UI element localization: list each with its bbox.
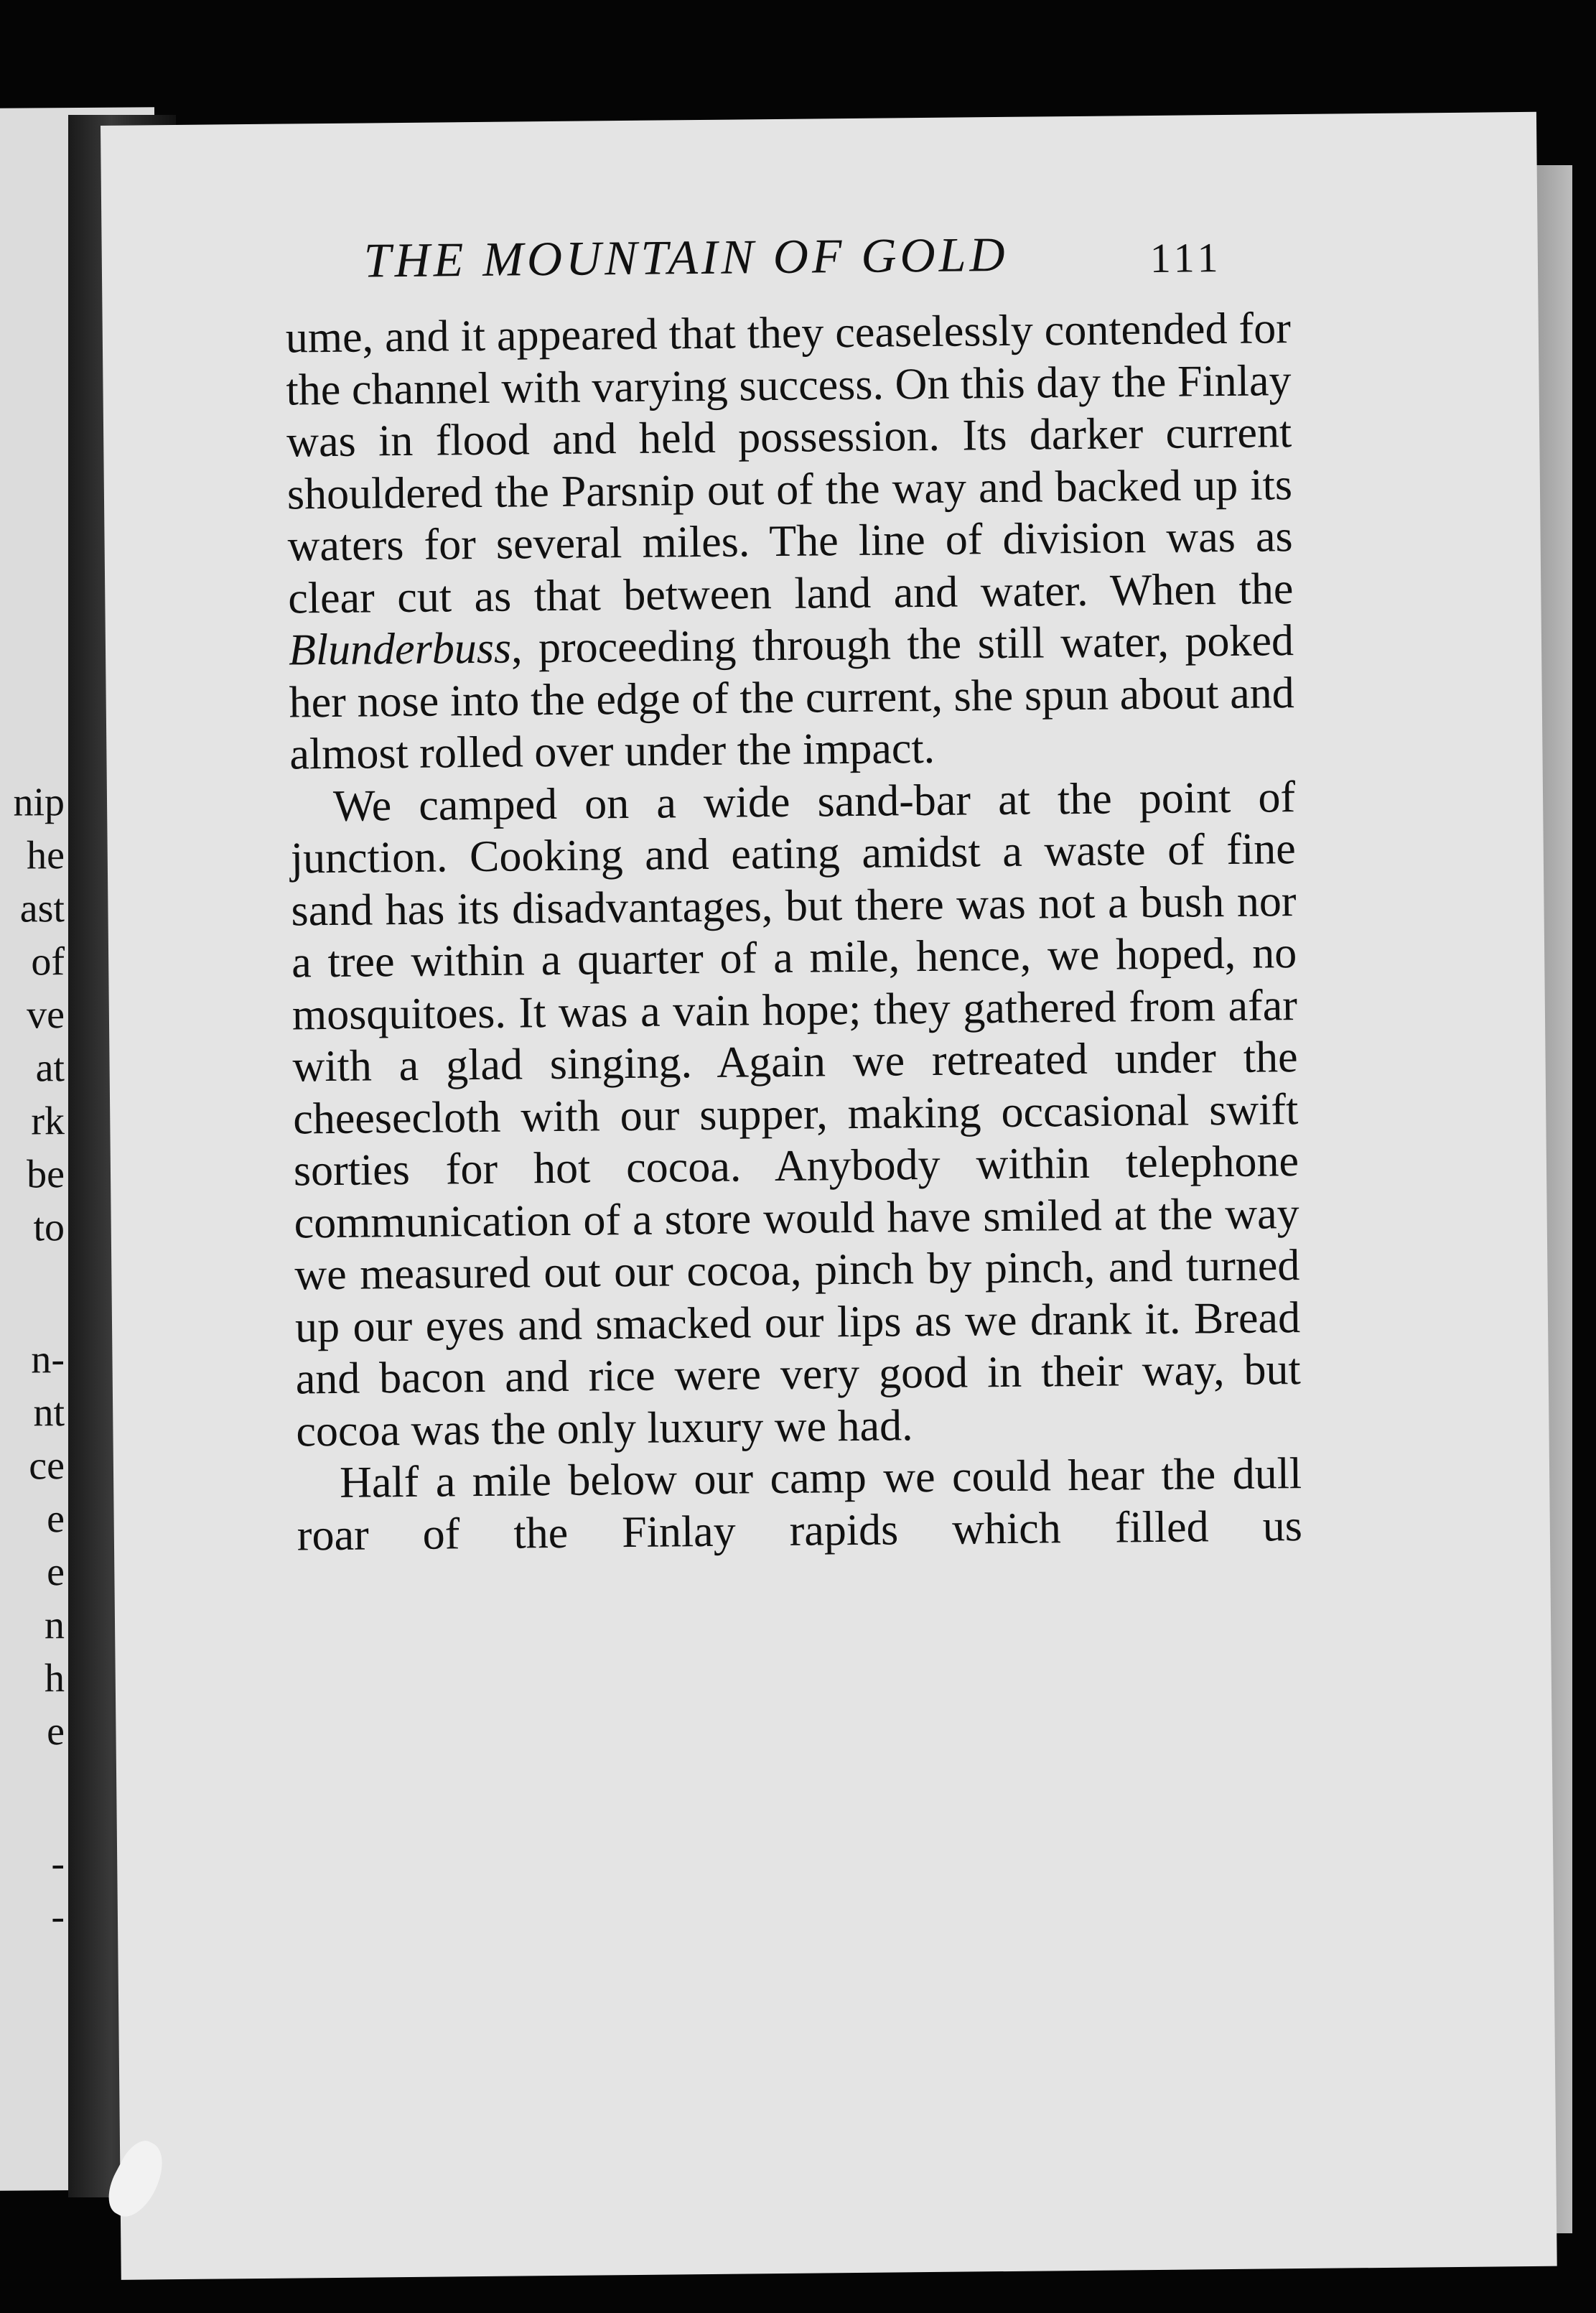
ship-name: Blunderbuss xyxy=(288,623,512,675)
left-fragment xyxy=(0,1758,65,1838)
left-fragment: he xyxy=(27,833,65,878)
paragraph: Half a mile below our camp we could hear the dull roar of the Finlay rapids which filled us xyxy=(297,1449,1303,1560)
left-fragment: e xyxy=(47,1550,65,1595)
left-fragment: ast xyxy=(19,886,65,931)
left-fragment: rk xyxy=(31,1099,65,1144)
left-fragment: n xyxy=(45,1603,65,1648)
left-fragment xyxy=(0,1254,65,1334)
book-page xyxy=(101,112,1557,2280)
left-fragment: ce xyxy=(29,1443,65,1489)
left-fragment: - xyxy=(51,1841,65,1886)
left-fragment: h xyxy=(45,1656,65,1701)
left-fragment: n- xyxy=(31,1337,65,1382)
running-head: THE MOUNTAIN OF GOLD xyxy=(363,226,1009,288)
left-fragment: e xyxy=(47,1497,65,1542)
left-fragment: ve xyxy=(27,992,65,1038)
paragraph: ume, and it appeared that they ceaselessly contended for the channel with varying success. On this day the Finlay was in flood and held possession. Its darker current shouldered the Parsnip out of the way and backed up its waters for several miles. The line of division was as clear cut as that between land and water. When the Blunderbuss, proceeding through the still water, poked her nose into the edge of the current, she spun about and almost rolled over under the impact. xyxy=(285,304,1294,779)
left-page-text-fragments xyxy=(0,776,65,1944)
left-fragment: nip xyxy=(13,780,65,825)
left-fragment: nt xyxy=(33,1390,65,1435)
left-fragment: at xyxy=(35,1046,65,1091)
left-fragment: - xyxy=(51,1894,65,1940)
page-number: 111 xyxy=(1149,234,1223,281)
page-body xyxy=(286,302,1303,1561)
left-fragment: be xyxy=(27,1152,65,1197)
left-fragment: e xyxy=(47,1709,65,1754)
left-fragment: to xyxy=(33,1205,65,1250)
paragraph: We camped on a wide sand-bar at the point of junction. Cooking and eating amidst a waste of fine sand has its disadvantages, but there was not a bush nor a tree within a quarter of a mile, hence, we hoped, no mosquitoes. It was a vain hope; they gathered from afar with a glad singing. Again we retreated under the cheesecloth with our supper, making occasional swift sorties for hot cocoa. Anybody within telephone communication of a store would have smiled at the way we measured out our cocoa, pinch by pinch, and turned up our eyes and smacked our lips as we drank it. Bread and bacon and rice were very good in their way, but cocoa was the only luxury we had. xyxy=(290,772,1302,1456)
left-fragment: of xyxy=(31,939,65,985)
